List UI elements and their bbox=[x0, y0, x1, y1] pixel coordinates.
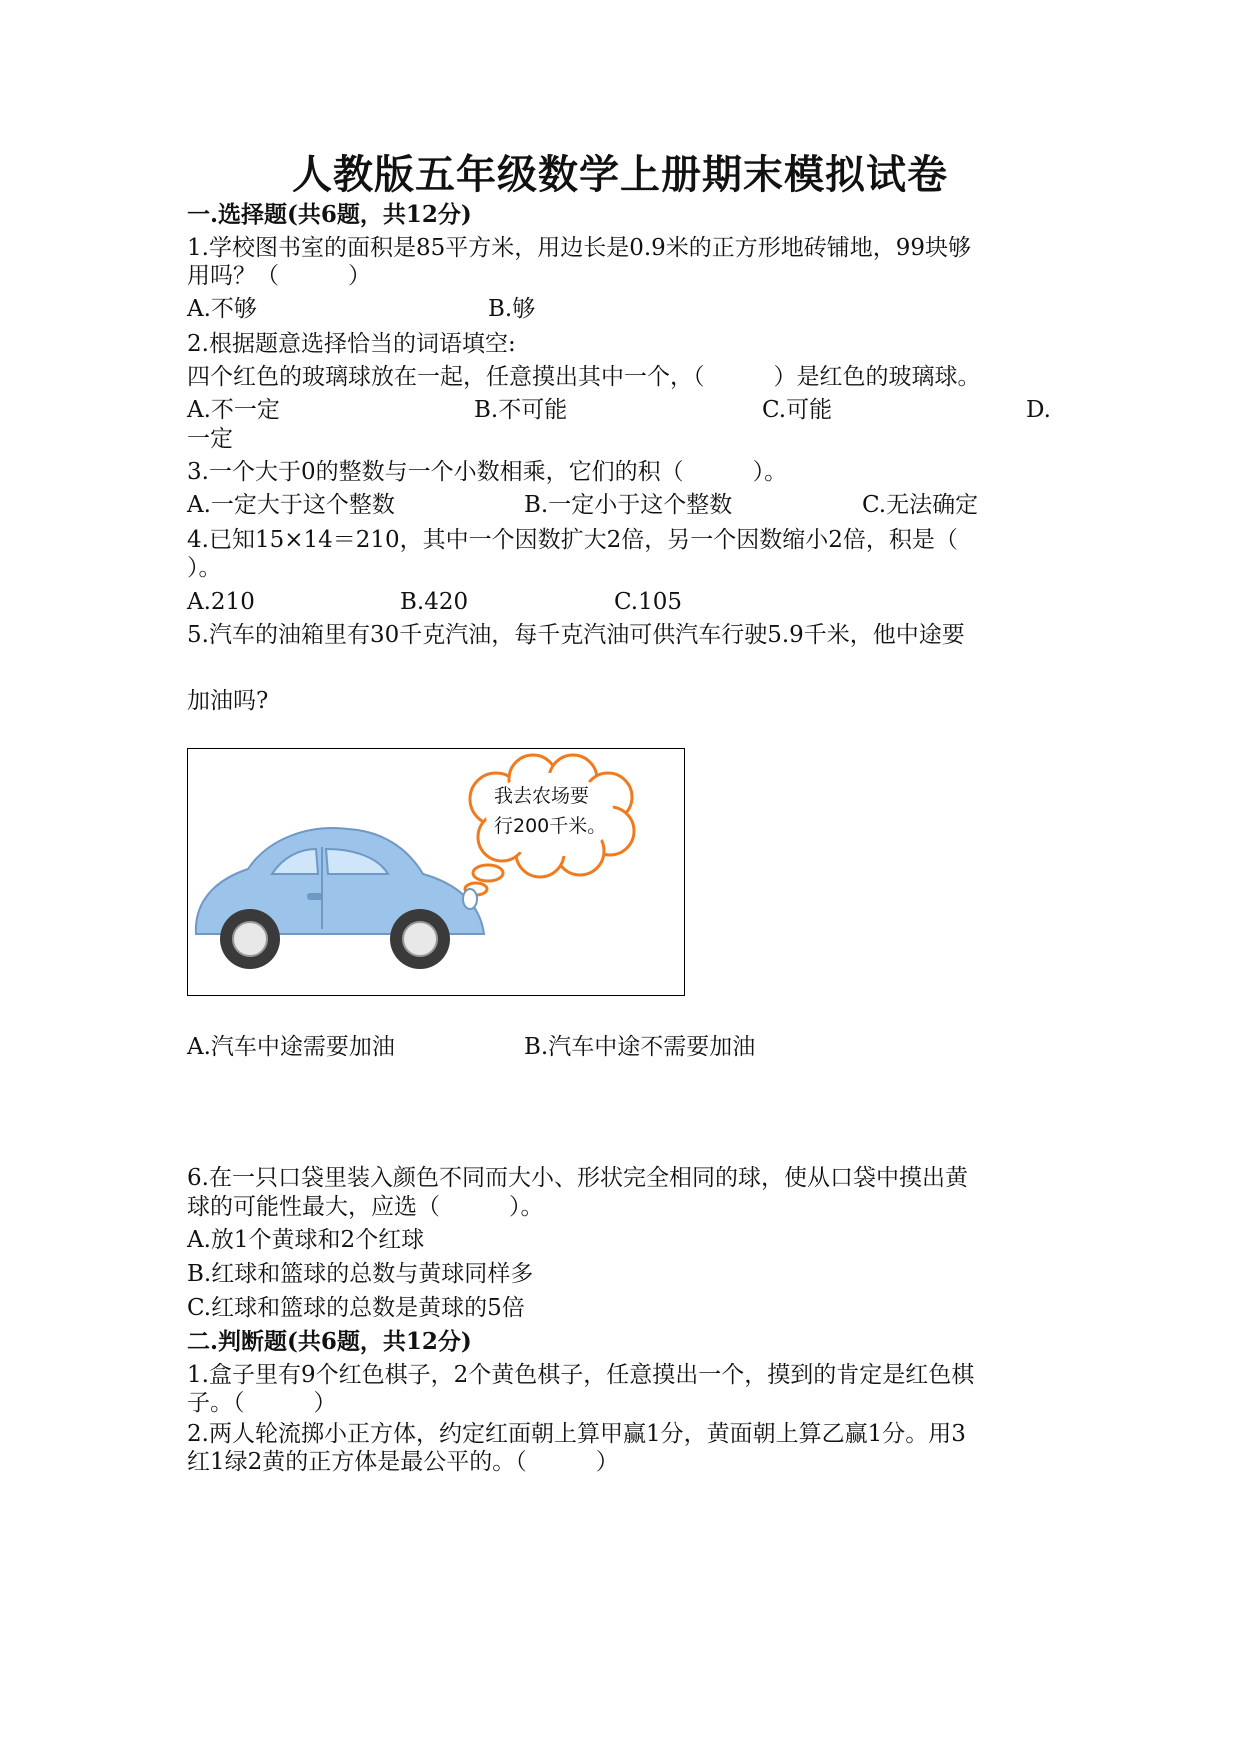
question-4-option-b: B.420 bbox=[400, 589, 469, 615]
question-2-option-a: A.不一定 bbox=[187, 397, 280, 423]
question-5-option-a: A.汽车中途需要加油 bbox=[187, 1034, 395, 1060]
judgement-1-text-cont: 子。（ ） bbox=[187, 1390, 337, 1416]
bubble-text-line-1: 我去农场要 bbox=[494, 785, 590, 807]
question-2-option-d-cont: 一定 bbox=[187, 426, 233, 452]
question-4-text-cont: ）。 bbox=[187, 555, 222, 581]
section-heading-choice: 一.选择题(共6题，共12分) bbox=[187, 201, 472, 228]
question-3-option-a: A.一定大于这个整数 bbox=[187, 492, 395, 518]
question-3-text: 3.一个大于0的整数与一个小数相乘，它们的积（ ）。 bbox=[187, 459, 788, 485]
question-6-option-c: C.红球和篮球的总数是黄球的5倍 bbox=[187, 1295, 525, 1321]
question-5-option-b: B.汽车中途不需要加油 bbox=[524, 1034, 756, 1060]
car-drawing bbox=[188, 749, 686, 997]
question-5-text-cont: 加油吗? bbox=[187, 688, 269, 714]
car-wheel-rear bbox=[390, 909, 450, 969]
question-5-text: 5.汽车的油箱里有30千克汽油，每千克汽油可供汽车行驶5.9千米，他中途要 bbox=[187, 622, 965, 648]
question-4-option-a: A.210 bbox=[187, 589, 255, 615]
question-3-option-b: B.一定小于这个整数 bbox=[524, 492, 733, 518]
question-6-text: 6.在一只口袋里装入颜色不同而大小、形状完全相同的球，使从口袋中摸出黄 bbox=[187, 1165, 968, 1191]
question-4-text: 4.已知15×14＝210，其中一个因数扩大2倍，另一个因数缩小2倍，积是（ bbox=[187, 527, 958, 553]
question-1-option-a: A.不够 bbox=[187, 296, 257, 322]
bubble-text-line-2: 行200千米。 bbox=[494, 815, 607, 837]
question-6-option-a: A.放1个黄球和2个红球 bbox=[187, 1227, 425, 1253]
question-2-option-c: C.可能 bbox=[762, 397, 833, 423]
question-2-text-cont: 四个红色的玻璃球放在一起，任意摸出其中一个，（ ）是红色的玻璃球。 bbox=[187, 364, 981, 390]
question-1-text: 1.学校图书室的面积是85平方米，用边长是0.9米的正方形地砖铺地，99块够 bbox=[187, 235, 972, 261]
judgement-1-text: 1.盒子里有9个红色棋子，2个黄色棋子，任意摸出一个，摸到的肯定是红色棋 bbox=[187, 1362, 975, 1388]
question-3-option-c: C.无法确定 bbox=[862, 492, 979, 518]
question-6-option-b: B.红球和篮球的总数与黄球同样多 bbox=[187, 1261, 534, 1287]
judgement-2-text-cont: 红1绿2黄的正方体是最公平的。（ ） bbox=[187, 1449, 619, 1475]
question-1-text-cont: 用吗？（ ） bbox=[187, 263, 371, 289]
question-6-text-cont: 球的可能性最大，应选（ ）。 bbox=[187, 1194, 544, 1220]
question-1-option-b: B.够 bbox=[488, 296, 536, 322]
question-2-text: 2.根据题意选择恰当的词语填空: bbox=[187, 331, 516, 357]
car-wheel-front bbox=[220, 909, 280, 969]
question-2-option-d: D. bbox=[1026, 397, 1051, 423]
question-4-option-c: C.105 bbox=[614, 589, 682, 615]
section-heading-judgement: 二.判断题(共6题，共12分) bbox=[187, 1328, 472, 1355]
question-2-option-b: B.不可能 bbox=[474, 397, 568, 423]
judgement-2-text: 2.两人轮流掷小正方体，约定红面朝上算甲赢1分，黄面朝上算乙赢1分。用3 bbox=[187, 1421, 966, 1447]
car-illustration bbox=[187, 748, 685, 996]
page-title: 人教版五年级数学上册期末模拟试卷 bbox=[292, 151, 948, 198]
